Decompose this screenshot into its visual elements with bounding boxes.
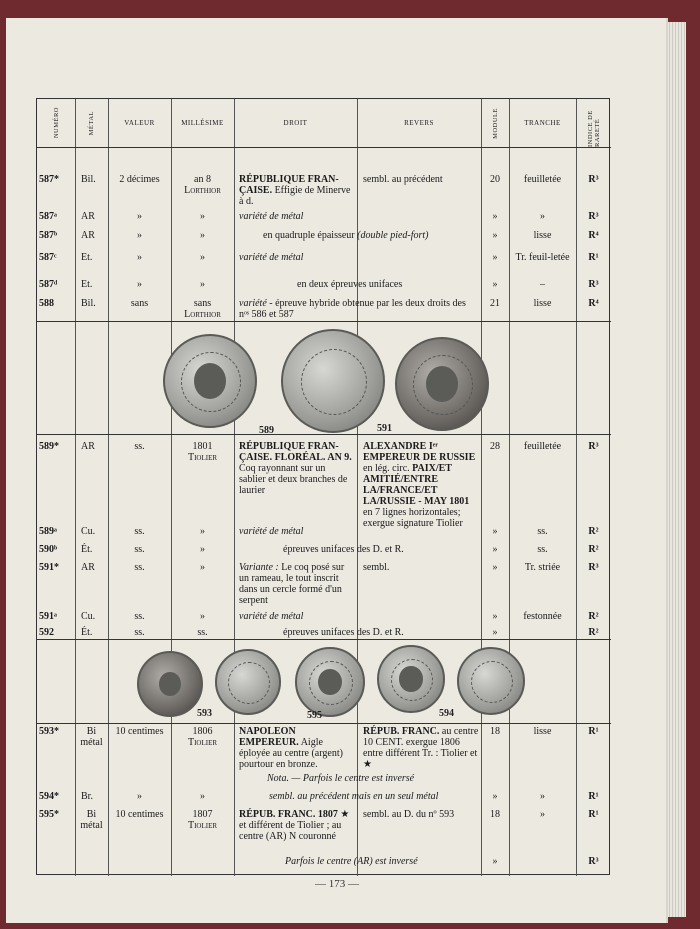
- row-number: 591ᵃ: [39, 611, 57, 622]
- metal: AR: [81, 562, 95, 573]
- rarete: R³: [588, 856, 599, 867]
- photo-caption: 589: [259, 425, 274, 436]
- module: 20: [490, 174, 500, 185]
- row-number: 587ᶜ: [39, 252, 57, 263]
- millesime: sans: [193, 298, 212, 309]
- rarete: R⁴: [588, 230, 599, 241]
- module: »: [492, 526, 498, 537]
- valeur: »: [137, 211, 142, 222]
- page: [6, 18, 668, 923]
- page-number: — 173 —: [315, 878, 359, 890]
- graveur: Tiolier: [187, 452, 218, 463]
- droit-text: Coq rayonnant sur un sablier et deux branches de laurier: [239, 463, 348, 496]
- module: »: [492, 230, 498, 241]
- revers-legend: ALEXANDRE Iᵉʳ EMPEREUR DE RUSSIE: [363, 441, 476, 463]
- metal: Bil.: [81, 298, 96, 309]
- module: »: [492, 252, 498, 263]
- revers-text: au centre 10 CENT. exergue 1806 entre différent Tr. : Tiolier et ★: [363, 726, 479, 770]
- droit: variété de métal: [239, 611, 304, 622]
- metal: Et.: [81, 252, 93, 263]
- droit-text: Aigle éployée au centre (argent) pourtour en bronze.: [239, 737, 343, 770]
- module: »: [492, 791, 498, 802]
- droit-text: ★ et différent de Tiolier ; au centre (AR) N couronné: [239, 809, 350, 842]
- metal: AR: [81, 441, 95, 452]
- droit: Le coq posé sur un rameau, le tout inscrit dans un cercle formé d'un serpent: [239, 562, 345, 606]
- module: »: [492, 544, 498, 555]
- header-valeur: VALEUR: [124, 119, 155, 127]
- tranche: »: [540, 809, 545, 820]
- graveur: Lorthior: [184, 185, 221, 196]
- metal: AR: [81, 211, 95, 222]
- tranche: ss.: [537, 544, 548, 555]
- millesime: »: [200, 252, 205, 263]
- droit: variété de métal: [239, 211, 304, 222]
- rarete: R²: [588, 526, 599, 537]
- row-number: 589*: [39, 441, 59, 452]
- droit-note: variété: [239, 298, 267, 309]
- valeur: »: [137, 279, 142, 290]
- rarete: R²: [588, 611, 599, 622]
- row-number: 591*: [39, 562, 59, 573]
- row-number: 595*: [39, 809, 59, 820]
- rarete: R³: [588, 174, 599, 185]
- valeur: sans: [130, 298, 149, 309]
- valeur: ss.: [134, 441, 145, 452]
- header-revers: REVERS: [404, 119, 434, 127]
- droit-legend: RÉPUBLIQUE FRAN-ÇAISE.: [239, 174, 339, 196]
- millesime: »: [200, 279, 205, 290]
- module: 28: [490, 441, 500, 452]
- tranche: lisse: [533, 726, 552, 737]
- valeur: 10 centimes: [115, 726, 164, 737]
- millesime: »: [200, 562, 205, 573]
- photo-caption: 593: [197, 708, 212, 719]
- coin-photo: [215, 649, 281, 715]
- tranche: festonnée: [523, 611, 562, 622]
- module: 18: [490, 809, 500, 820]
- millesime: 1801: [192, 441, 213, 452]
- row-divider: [37, 434, 611, 435]
- metal: Br.: [81, 791, 93, 802]
- tranche: feuilletée: [523, 174, 562, 185]
- droit: variété de métal: [239, 526, 304, 537]
- row-divider: [37, 321, 611, 322]
- note: Nota. — Parfois le centre est inversé: [267, 773, 415, 784]
- millesime: 1806: [192, 726, 213, 737]
- tranche: »: [540, 791, 545, 802]
- droit-note: (double pied-fort): [357, 230, 429, 241]
- metal: Bi métal: [80, 809, 103, 831]
- row-number: 593*: [39, 726, 59, 737]
- module: »: [492, 611, 498, 622]
- rarete: R¹: [588, 252, 599, 263]
- graveur: Lorthior: [184, 309, 221, 320]
- module: 21: [490, 298, 500, 309]
- row-number: 589ᵃ: [39, 526, 57, 537]
- photo-caption: 591: [377, 423, 392, 434]
- coin-photo: [377, 645, 445, 713]
- rarete: R²: [588, 627, 599, 638]
- millesime: 1807: [192, 809, 213, 820]
- coin-catalog-table: [36, 98, 610, 875]
- droit: épreuves unifaces des D. et R.: [283, 544, 404, 555]
- revers-legend-2: PAIX/ET AMITIÉ/ENTRE LA/FRANCE/ET LA/RUSSIE - MAY 1801: [363, 463, 470, 507]
- droit-legend: RÉPUB. FRANC. 1807: [239, 809, 338, 820]
- rarete: R⁴: [588, 298, 599, 309]
- header-numero: NUMÉRO: [52, 107, 60, 139]
- revers-legend: RÉPUB. FRANC.: [363, 726, 440, 737]
- col-divider: [234, 99, 235, 876]
- droit: épreuves unifaces des D. et R.: [283, 627, 404, 638]
- droit-note: Variante :: [239, 562, 279, 573]
- millesime: an 8: [194, 174, 211, 185]
- metal: Bi métal: [80, 726, 103, 748]
- droit: en deux épreuves unifaces: [297, 279, 403, 290]
- row-divider: [37, 723, 611, 724]
- revers-text: en lég. circ.: [363, 463, 410, 474]
- header-metal: MÉTAL: [88, 110, 95, 136]
- revers: sembl. au D. du nº 593: [363, 809, 455, 820]
- coin-photo: [281, 329, 385, 433]
- metal: Ét.: [81, 627, 93, 638]
- droit: en quadruple épaisseur: [263, 230, 355, 241]
- coin-photo: [163, 334, 257, 428]
- rarete: R³: [588, 211, 599, 222]
- metal: Cu.: [81, 526, 96, 537]
- row-number: 592: [39, 627, 54, 638]
- tranche: lisse: [533, 298, 552, 309]
- millesime: ss.: [197, 627, 208, 638]
- rarete: R³: [588, 441, 599, 452]
- row-number: 590ᵇ: [39, 544, 58, 555]
- millesime: »: [200, 230, 205, 241]
- revers-text-2: en 7 lignes horizontales; exergue signature Tiolier: [363, 507, 463, 529]
- tranche: Tr. feuil-letée: [515, 252, 570, 263]
- tranche: lisse: [533, 230, 552, 241]
- valeur: 2 décimes: [119, 174, 160, 185]
- header-millesime: MILLÉSIME: [181, 119, 224, 127]
- droit-text: Effigie de Minerve à d.: [239, 185, 351, 207]
- photo-caption: 594: [439, 708, 454, 719]
- tranche: feuilletée: [523, 441, 562, 452]
- millesime: »: [200, 526, 205, 537]
- metal: AR: [81, 230, 95, 241]
- millesime: »: [200, 544, 205, 555]
- rarete: R³: [588, 562, 599, 573]
- module: »: [492, 562, 498, 573]
- row-divider: [37, 639, 611, 640]
- rarete: R¹: [588, 791, 599, 802]
- metal: Ét.: [81, 544, 93, 555]
- graveur: Tiolier: [187, 820, 218, 831]
- millesime: »: [200, 791, 205, 802]
- valeur: ss.: [134, 544, 145, 555]
- droit: sembl. au précédent mais en un seul métal: [269, 791, 439, 802]
- metal: Cu.: [81, 611, 96, 622]
- millesime: »: [200, 211, 205, 222]
- header-rarete: INDICE DE RARETÉ: [586, 110, 601, 147]
- droit-legend: NAPOLEON EMPEREUR.: [239, 726, 299, 748]
- rarete: R¹: [588, 809, 599, 820]
- rarete: R¹: [588, 726, 599, 737]
- coin-photo: [137, 651, 203, 717]
- note: Parfois le centre (AR) est inversé: [285, 856, 418, 867]
- row-number: 587ᵃ: [39, 211, 57, 222]
- module: 18: [490, 726, 500, 737]
- tranche: –: [540, 279, 545, 290]
- coin-photo: [295, 647, 365, 717]
- droit: variété de métal: [239, 252, 304, 263]
- module: »: [492, 279, 498, 290]
- rarete: R²: [588, 544, 599, 555]
- valeur: »: [137, 252, 142, 263]
- valeur: ss.: [134, 562, 145, 573]
- photo-caption: 595: [307, 710, 322, 721]
- valeur: »: [137, 791, 142, 802]
- valeur: ss.: [134, 627, 145, 638]
- header-module: MODULE: [491, 107, 499, 139]
- module: »: [492, 627, 498, 638]
- droit-legend: RÉPUBLIQUE FRAN-ÇAISE. FLORÉAL. AN 9.: [239, 441, 352, 463]
- coin-photo: [457, 647, 525, 715]
- tranche: ss.: [537, 526, 548, 537]
- header-divider: [37, 147, 611, 148]
- row-number: 594*: [39, 791, 59, 802]
- metal: Bil.: [81, 174, 96, 185]
- droit: - épreuve hybride obtenue par les deux droits des nᵒˢ 586 et 587: [239, 298, 466, 320]
- tranche: Tr. striée: [524, 562, 561, 573]
- valeur: ss.: [134, 526, 145, 537]
- row-number: 587*: [39, 174, 59, 185]
- row-number: 588: [39, 298, 54, 309]
- valeur: ss.: [134, 611, 145, 622]
- revers: sembl.: [363, 562, 390, 573]
- header-droit: DROIT: [283, 119, 308, 127]
- graveur: Tiolier: [187, 737, 218, 748]
- col-divider: [357, 99, 358, 876]
- rarete: R³: [588, 279, 599, 290]
- module: »: [492, 856, 498, 867]
- row-number: 587ᵇ: [39, 230, 58, 241]
- metal: Et.: [81, 279, 93, 290]
- module: »: [492, 211, 498, 222]
- millesime: »: [200, 611, 205, 622]
- tranche: »: [540, 211, 545, 222]
- revers: sembl. au précédent: [363, 174, 443, 185]
- valeur: »: [137, 230, 142, 241]
- row-number: 587ᵈ: [39, 279, 58, 290]
- header-tranche: TRANCHE: [524, 119, 561, 127]
- coin-photo: [395, 337, 489, 431]
- col-divider: [75, 99, 76, 876]
- valeur: 10 centimes: [115, 809, 164, 820]
